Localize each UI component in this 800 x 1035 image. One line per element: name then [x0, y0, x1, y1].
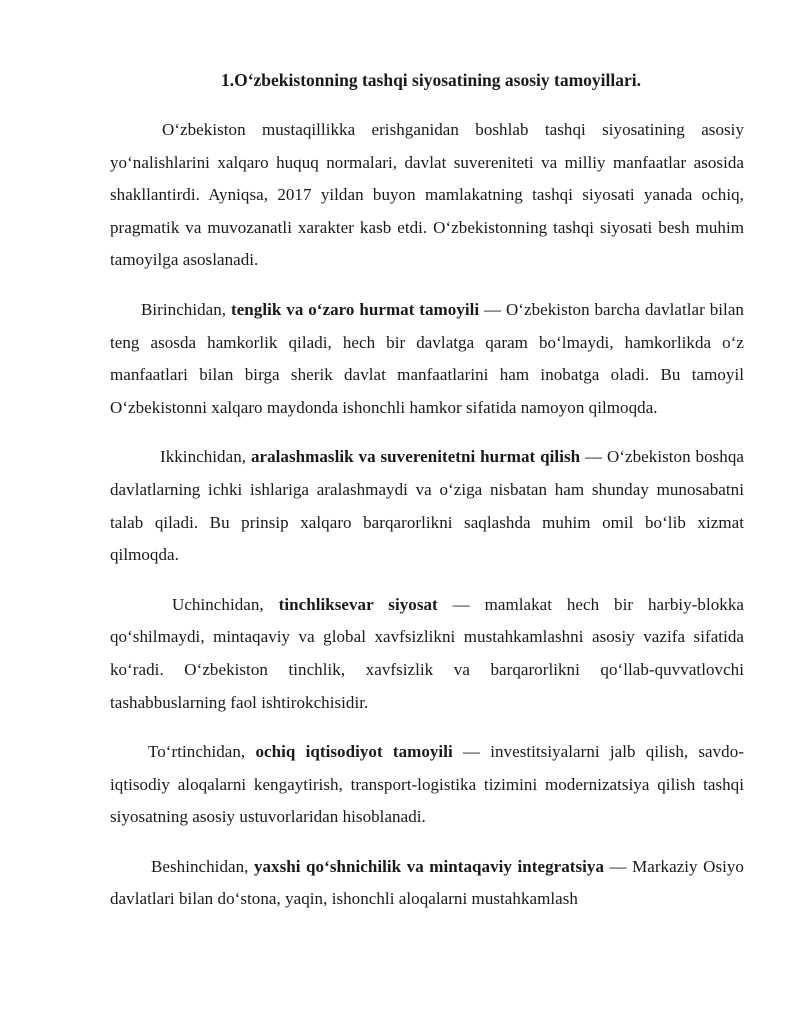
principle-paragraph-4 [110, 736, 744, 834]
principle-text: — O‘zbekiston boshqa davlatlarning ichki ishlariga aralashmaydi va o‘ziga nisbatan ham shunday munosabatni talab qiladi. Bu prinsip xalqaro barqarorlikni saqlashda muhim omil bo‘lib xizmat qilmoqda. [110, 447, 744, 565]
intro-paragraph: O‘zbekiston mustaqillikka erishganidan boshlab tashqi siyosatining asosiy yo‘nalishlarini xalqaro huquq normalari, davlat suvereniteti va milliy manfaatlar asosida shakllantirdi. Ayniqsa, 2017 yildan buyon mamlakatning tashqi siyosati yanada ochiq, pragmatik va muvozanatli xarakter kasb etdi. O‘zbekistonning tashqi siyosati besh muhim tamoyilga asoslanadi. [110, 120, 744, 270]
principle-paragraph-5 [110, 851, 744, 916]
principle-text: — investitsiyalarni jalb qilish, savdo-iqtisodiy aloqalarni kengaytirish, transport-logistika tizimini modernizatsiya qilish tashqi siyosatning asosiy ustuvorlaridan hisoblanadi. [110, 742, 744, 827]
principle-lead: To‘rtinchidan, [148, 742, 256, 762]
principle-term: tinchliksevar siyosat [278, 594, 438, 614]
principle-paragraph-1 [110, 294, 744, 424]
principle-term: aralashmaslik va suverenitetni hurmat qilish [250, 447, 581, 467]
document-page [110, 68, 744, 933]
principle-term: ochiq iqtisodiyot tamoyili [255, 742, 453, 762]
principle-paragraph-3 [110, 589, 744, 719]
principle-lead: Birinchidan, [141, 299, 231, 319]
principle-lead: Beshinchidan, [151, 856, 254, 876]
principle-text: — Markaziy Osiyo davlatlari bilan do‘stona, yaqin, ishonchli aloqalarni mustahkamlash [110, 856, 744, 909]
principle-text: — mamlakat hech bir harbiy-blokka qo‘shilmaydi, mintaqaviy va global xavfsizlikni mustahkamlashni asosiy vazifa sifatida ko‘radi. O‘zbekiston tinchlik, xavfsizlik va barqarorlikni qo‘llab-quvvatlovchi tashabbuslarning faol ishtirokchisidir. [110, 594, 744, 712]
document-title: 1.O‘zbekistonning tashqi siyosatining asosiy tamoyillari. [220, 70, 642, 90]
principle-lead: Ikkinchidan, [160, 447, 251, 467]
principle-text: — O‘zbekiston barcha davlatlar bilan teng asosda hamkorlik qiladi, hech bir davlatga qaram bo‘lmaydi, hamkorlikda o‘z manfaatlari bilan birga sherik davlat manfaatlarini ham inobatga oladi. Bu tamoyil O‘zbekistonni xalqaro maydonda ishonchli hamkor sifatida namoyon qilmoqda. [110, 299, 744, 417]
principle-term: tenglik va o‘zaro hurmat tamoyili [230, 299, 480, 319]
principle-paragraph-2 [110, 441, 744, 571]
principle-lead: Uchinchidan, [172, 594, 279, 614]
principle-term: yaxshi qo‘shnichilik va mintaqaviy integratsiya [253, 856, 605, 876]
